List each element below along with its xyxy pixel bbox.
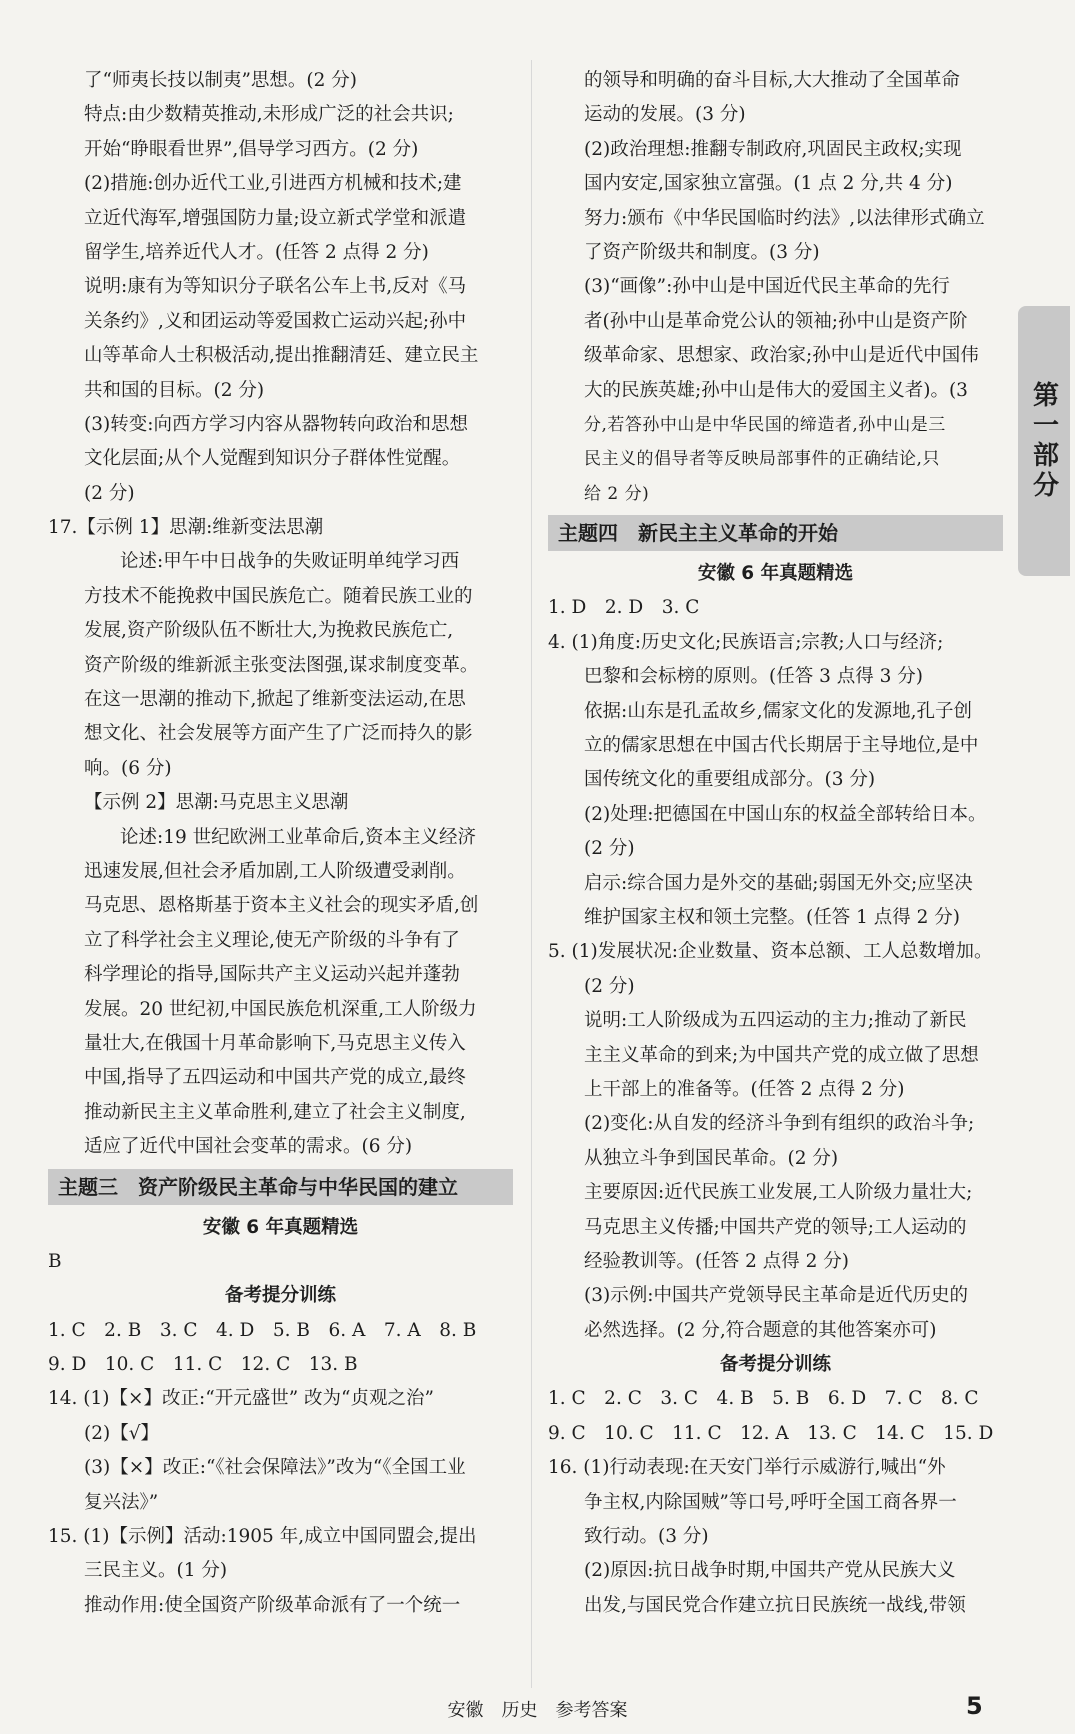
text-line: 特点:由少数精英推动,未形成广泛的社会共识; <box>84 104 454 126</box>
text-line: 中国,指导了五四运动和中国共产党的成立,最终 <box>84 1067 466 1089</box>
text-line: 复兴法》” <box>84 1491 159 1513</box>
text-line: 争主权,内除国贼”等口号,呼吁全国工商各界一 <box>584 1491 957 1513</box>
text-line: 山等革命人士积极活动,提出推翻清廷、建立民主 <box>84 345 479 367</box>
text-line: 资产阶级的维新派主张变法图强,谋求制度变革。 <box>84 654 479 676</box>
text-line: 了“师夷长技以制夷”思想。(2 分) <box>84 70 358 91</box>
text-line: 立近代海军,增强国防力量;设立新式学堂和派遣 <box>84 207 467 229</box>
text-line: 9. D 10. C 11. C 12. C 13. B <box>48 1354 358 1376</box>
text-line: (2 分) <box>84 482 135 504</box>
text-line: 论述:甲午中日战争的失败证明单纯学习西 <box>120 551 460 573</box>
text-line: 维护国家主权和领土完整。(任答 1 点得 2 分) <box>584 906 960 928</box>
text-line: 1. C 2. C 3. C 4. B 5. B 6. D 7. C 8. C <box>548 1388 979 1410</box>
text-line: (2)措施:创办近代工业,引进西方机械和技术;建 <box>84 173 462 195</box>
page-footer <box>0 1694 1075 1724</box>
text-line: 启示:综合国力是外交的基础;弱国无外交;应坚决 <box>584 872 973 894</box>
text-line: 15. (1)【示例】活动:1905 年,成立中国同盟会,提出 <box>48 1526 477 1548</box>
text-line: 分,若答孙中山是中华民国的缔造者,孙中山是三 <box>584 414 946 435</box>
text-line: 科学理论的指导,国际共产主义运动兴起并蓬勃 <box>84 964 460 986</box>
text-line: 1. C 2. B 3. C 4. D 5. B 6. A 7. A 8. B <box>48 1319 477 1341</box>
side-tab-label: 第一部分 <box>1028 381 1059 501</box>
text-line: 1. D 2. D 3. C <box>548 597 700 619</box>
text-line: 者(孙中山是革命党公认的领袖;孙中山是资产阶 <box>584 310 968 332</box>
text-line: 必然选择。(2 分,符合题意的其他答案亦可) <box>584 1319 937 1341</box>
text-line: 大的民族英雄;孙中山是伟大的爱国主义者)。(3 <box>584 379 968 401</box>
text-line: (3)“画像”:孙中山是中国近代民主革命的先行 <box>584 276 950 298</box>
text-line: 开始“睁眼看世界”,倡导学习西方。(2 分) <box>84 138 419 160</box>
section-side-tab <box>1018 306 1070 576</box>
subsection-heading: 备考提分训练 <box>224 1285 336 1307</box>
text-line: 推动新民主主义革命胜利,建立了社会主义制度, <box>84 1101 466 1123</box>
text-line: 巴黎和会标榜的原则。(任答 3 点得 3 分) <box>584 666 923 688</box>
text-line: (2)政治理想:推翻专制政府,巩固民主政权;实现 <box>584 138 962 160</box>
left-column <box>48 64 513 1623</box>
text-line: 5. (1)发展状况:企业数量、资本总额、工人总数增加。 <box>548 941 993 963</box>
text-line: 文化层面;从个人觉醒到知识分子群体性觉醒。 <box>84 448 461 470</box>
text-line: (2 分) <box>584 975 635 997</box>
text-line: B <box>48 1250 62 1272</box>
text-line: 从独立斗争到国民革命。(2 分) <box>584 1147 839 1169</box>
text-line: (3)【×】改正:“《社会保障法》”改为“《全国工业 <box>84 1457 466 1479</box>
text-line: 方技术不能挽救中国民族危亡。随着民族工业的 <box>84 585 473 607</box>
text-line: 立的儒家思想在中国古代长期居于主导地位,是中 <box>584 735 979 757</box>
text-line: 响。(6 分) <box>84 757 172 779</box>
text-line: (2)变化:从自发的经济斗争到有组织的政治斗争; <box>584 1113 975 1135</box>
text-line: 给 2 分) <box>584 483 650 504</box>
text-line: 民主义的倡导者等反映局部事件的正确结论,只 <box>584 449 940 470</box>
text-line: 主主义革命的到来;为中国共产党的成立做了思想 <box>584 1044 979 1066</box>
text-line: 论述:19 世纪欧洲工业革命后,资本主义经济 <box>120 826 477 848</box>
text-line: 马克思、恩格斯基于资本主义社会的现实矛盾,创 <box>84 895 479 917</box>
text-line: (2 分) <box>584 838 635 860</box>
subsection-heading: 备考提分训练 <box>719 1354 831 1376</box>
text-line: 4. (1)角度:历史文化;民族语言;宗教;人口与经济; <box>548 631 944 653</box>
text-line: 说明:康有为等知识分子联名公车上书,反对《马 <box>84 276 467 298</box>
text-line: 迅速发展,但社会矛盾加剧,工人阶级遭受剥削。 <box>84 860 466 882</box>
text-line: 级革命家、思想家、政治家;孙中山是近代中国伟 <box>584 345 979 367</box>
text-line: 经验教训等。(任答 2 点得 2 分) <box>584 1250 849 1272</box>
subsection-heading: 安徽 6 年真题精选 <box>697 563 854 585</box>
text-line: (2)处理:把德国在中国山东的权益全部转给日本。 <box>584 803 987 825</box>
text-line: 关条约》,义和团运动等爱国救亡运动兴起;孙中 <box>84 310 467 332</box>
section-heading: 主题三 资产阶级民主革命与中华民国的建立 <box>48 1169 513 1205</box>
text-line: 努力:颁布《中华民国临时约法》,以法律形式确立 <box>584 207 985 229</box>
text-line: 运动的发展。(3 分) <box>584 104 746 126</box>
text-line: 三民主义。(1 分) <box>84 1560 228 1582</box>
text-line: 发展,资产阶级队伍不断壮大,为挽救民族危亡, <box>84 620 454 642</box>
text-line: (3)转变:向西方学习内容从器物转向政治和思想 <box>84 413 468 435</box>
text-line: 共和国的目标。(2 分) <box>84 379 265 401</box>
text-line: 致行动。(3 分) <box>584 1526 709 1548</box>
text-line: 依据:山东是孔孟故乡,儒家文化的发源地,孔子创 <box>584 700 972 722</box>
text-line: 16. (1)行动表现:在天安门举行示威游行,喊出“外 <box>548 1457 946 1479</box>
text-line: 了资产阶级共和制度。(3 分) <box>584 241 820 263</box>
section-heading: 主题四 新民主主义革命的开始 <box>548 515 1003 551</box>
text-line: 9. C 10. C 11. C 12. A 13. C 14. C 15. D <box>548 1422 994 1444</box>
text-line: 上干部上的准备等。(任答 2 点得 2 分) <box>584 1078 905 1100</box>
text-line: (3)示例:中国共产党领导民主革命是近代历史的 <box>584 1285 968 1307</box>
column-divider <box>531 60 532 1688</box>
text-line: 马克思主义传播;中国共产党的领导;工人运动的 <box>584 1216 967 1238</box>
text-line: 在这一思潮的推动下,掀起了维新变法运动,在思 <box>84 689 466 711</box>
text-line: 14. (1)【×】改正:“开元盛世” 改为“贞观之治” <box>48 1388 434 1410</box>
text-line: 适应了近代中国社会变革的需求。(6 分) <box>84 1136 413 1158</box>
text-line: 立了科学社会主义理论,使无产阶级的斗争有了 <box>84 929 460 951</box>
text-line: 发展。20 世纪初,中国民族危机深重,工人阶级力 <box>84 998 477 1020</box>
text-line: 【示例 2】思潮:马克思主义思潮 <box>84 792 349 814</box>
text-line: 主要原因:近代民族工业发展,工人阶级力量壮大; <box>584 1182 973 1204</box>
page-number: 5 <box>966 1692 983 1720</box>
text-line: 的领导和明确的奋斗目标,大大推动了全国革命 <box>584 70 960 91</box>
right-column <box>548 64 1003 1623</box>
text-line: 想文化、社会发展等方面产生了广泛而持久的影 <box>84 723 473 745</box>
text-line: 留学生,培养近代人才。(任答 2 点得 2 分) <box>84 241 429 263</box>
text-line: 国内安定,国家独立富强。(1 点 2 分,共 4 分) <box>584 173 953 195</box>
text-line: 推动作用:使全国资产阶级革命派有了一个统一 <box>84 1594 461 1616</box>
footer-text: 安徽 历史 参考答案 <box>447 1700 628 1721</box>
text-line: (2)【√】 <box>84 1422 159 1444</box>
text-line: 国传统文化的重要组成部分。(3 分) <box>584 769 876 791</box>
subsection-heading: 安徽 6 年真题精选 <box>202 1216 359 1238</box>
text-line: (2)原因:抗日战争时期,中国共产党从民族大义 <box>584 1560 956 1582</box>
text-line: 量壮大,在俄国十月革命影响下,马克思主义传入 <box>84 1032 466 1054</box>
text-line: 说明:工人阶级成为五四运动的主力;推动了新民 <box>584 1010 967 1032</box>
text-line: 出发,与国民党合作建立抗日民族统一战线,带领 <box>584 1594 966 1616</box>
text-line: 17.【示例 1】思潮:维新变法思潮 <box>48 517 324 539</box>
